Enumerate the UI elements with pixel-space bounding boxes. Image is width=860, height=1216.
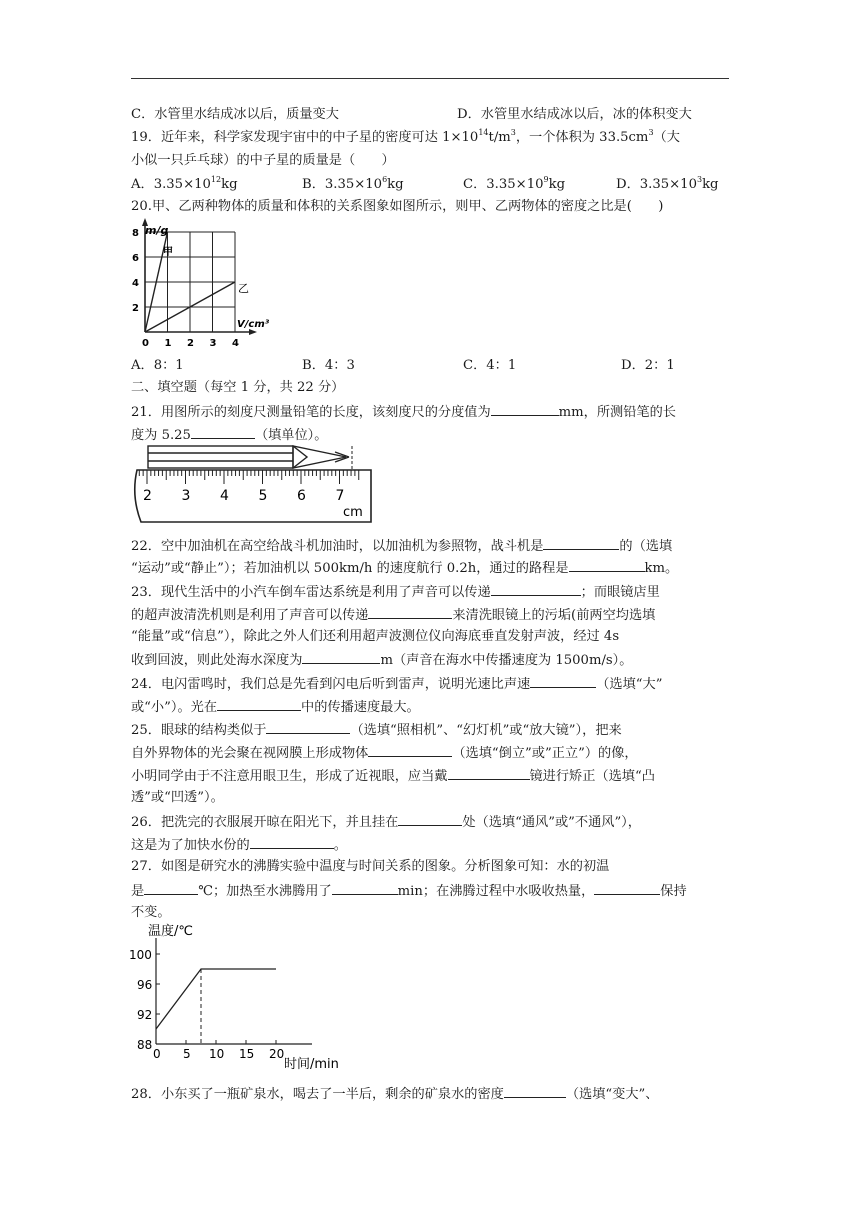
- x-tick-label: 20: [269, 1047, 285, 1061]
- q19-stem-line2: 小似一只乒乓球）的中子星的质量是（ ）: [131, 153, 395, 168]
- q20-option-b: B．4：3: [302, 358, 355, 373]
- q24-line2: 或“小”）。光在 中的传播速度最大。: [131, 696, 731, 718]
- y-tick-label: 8: [132, 228, 139, 239]
- q19-option-b: B．$3.35\times 10^6kg$: [302, 175, 404, 192]
- x-tick-label: 15: [239, 1047, 255, 1061]
- x-tick-label: 4: [232, 338, 239, 349]
- boiling-graph: [120, 918, 350, 1076]
- q25-blank-2[interactable]: [368, 742, 452, 757]
- ruler-number: 5: [258, 488, 268, 504]
- boiling-axes: [156, 938, 312, 1044]
- q19-option-d: D．$3.35\times 10^3kg$: [616, 175, 719, 192]
- x-tick-label: 5: [183, 1047, 191, 1061]
- q22-blank-1[interactable]: [543, 535, 619, 550]
- q19-option-c: C．$3.35\times 10^9kg$: [463, 175, 566, 192]
- x-tick-label: 3: [209, 338, 217, 349]
- q21-blank-2[interactable]: [191, 424, 255, 439]
- q18-option-c: C．水管里水结成冰以后，质量变大: [131, 107, 339, 122]
- y-tick-label: 2: [132, 303, 139, 314]
- y-tick-label: 100: [129, 948, 152, 962]
- q24-blank-2[interactable]: [217, 696, 301, 711]
- mass-volume-graph: [125, 222, 285, 354]
- q25-line1: 25．眼球的结构类似于 （选填“照相机”、“幻灯机”或“放大镜”），把来: [131, 719, 731, 741]
- ruler-with-pencil: [131, 446, 376, 526]
- y-axis-label: m/g: [145, 224, 169, 237]
- ruler-number: 2: [143, 488, 152, 504]
- q22-line2: “运动”或“静止”）；若加油机以 500km/h 的速度航行 0.2h，通过的路程是 km。: [131, 557, 731, 579]
- q27-line3: 不变。: [131, 905, 171, 920]
- q23-blank-1[interactable]: [491, 581, 581, 596]
- mass-volume-grid: [145, 232, 235, 332]
- y-tick-label: 6: [132, 253, 139, 264]
- q21-blank-1[interactable]: [491, 401, 559, 416]
- pencil: [148, 446, 349, 468]
- y-axis-label: 温度/℃: [148, 924, 193, 939]
- q25-line4: 透”或“凹透”）。: [131, 790, 224, 805]
- q18-option-d: D．水管里水结成冰以后，冰的体积变大: [457, 107, 692, 122]
- y-tick-label: 88: [137, 1038, 153, 1052]
- q23-line1: 23．现代生活中的小汽车倒车雷达系统是利用了声音可以传递 ；而眼镜店里: [131, 581, 731, 603]
- q26-blank-1[interactable]: [398, 811, 462, 826]
- ruler-number: 7: [335, 488, 345, 504]
- x-tick-label: 10: [209, 1047, 225, 1061]
- q23-blank-2[interactable]: [368, 604, 452, 619]
- q20-stem: 20.甲、乙两种物体的质量和体积的关系图象如图所示，则甲、乙两物体的密度之比是( ): [131, 199, 664, 214]
- q21-line1: 21．用图所示的刻度尺测量铅笔的长度，该刻度尺的分度值为 mm，所测铅笔的长: [131, 401, 731, 423]
- q27-blank-2[interactable]: [332, 880, 398, 895]
- x-tick-label: 0: [142, 338, 149, 349]
- q20-option-a: A．8：1: [131, 358, 184, 373]
- x-tick-label: 0: [153, 1047, 161, 1061]
- y-tick-label: 96: [137, 978, 153, 992]
- y-tick-label: 92: [137, 1008, 153, 1022]
- q23-line2: 的超声波清洗机则是利用了声音可以传递 来清洗眼镜上的污垢(前两空均选填: [131, 604, 731, 626]
- q24-blank-1[interactable]: [530, 673, 596, 688]
- temperature-line: [156, 969, 276, 1029]
- x-tick-label: 1: [164, 338, 172, 349]
- header-rule: [131, 78, 729, 79]
- q20-option-c: C．4：1: [463, 358, 517, 373]
- q22-line1: 22．空中加油机在高空给战斗机加油时，以加油机为参照物，战斗机是 的（选填: [131, 535, 731, 557]
- q26-blank-2[interactable]: [250, 834, 334, 849]
- q23-line3: “能量”或“信息”），除此之外人们还利用超声波测位仪向海底垂直发射声波，经过 4s: [131, 629, 620, 644]
- q20-option-d: D．2：1: [621, 358, 675, 373]
- q19-stem-line1: 19．近年来，科学家发现宇宙中的中子星的密度可达 $1\times 10^{14}t/m^3$，一个体积为 $33.5cm^3$（大: [131, 128, 680, 145]
- q27-line1: 27．如图是研究水的沸腾实验中温度与时间关系的图象。分析图象可知：水的初温: [131, 859, 610, 874]
- ruler-unit: cm: [343, 505, 363, 520]
- ruler-number: 6: [297, 488, 306, 504]
- q28-line1: 28．小东买了一瓶矿泉水，喝去了一半后，剩余的矿泉水的密度 （选填“变大”、: [131, 1083, 731, 1105]
- x-axis-label: 时间/min: [284, 1057, 339, 1072]
- ruler-number: 4: [220, 488, 229, 504]
- q25-blank-1[interactable]: [266, 719, 350, 734]
- series-label-yi: 乙: [238, 282, 249, 295]
- q27-line2: 是 ℃；加热至水沸腾用了 min；在沸腾过程中水吸收热量， 保持: [131, 880, 731, 902]
- q24-line1: 24．电闪雷鸣时，我们总是先看到闪电后听到雷声，说明光速比声速 （选填“大”: [131, 673, 731, 695]
- q27-blank-3[interactable]: [594, 880, 660, 895]
- q28-blank-1[interactable]: [504, 1083, 566, 1098]
- q26-line1: 26．把洗完的衣服展开晾在阳光下，并且挂在 处（选填“通风”或”不通风”），: [131, 811, 731, 833]
- q26-line2: 这是为了加快水份的 。: [131, 834, 731, 856]
- ruler-number: 3: [181, 488, 191, 504]
- q21-line2: 度为 5.25 （填单位）。: [131, 424, 731, 446]
- q27-blank-1[interactable]: [144, 880, 198, 895]
- y-tick-label: 4: [132, 278, 139, 289]
- series-label-jia: 甲: [163, 247, 173, 258]
- q22-blank-2[interactable]: [569, 557, 645, 572]
- q25-blank-3[interactable]: [448, 765, 530, 780]
- boiling-series: [156, 969, 276, 1044]
- section-2-heading: 二、填空题（每空 1 分，共 22 分）: [131, 380, 345, 395]
- q23-line4: 收到回波，则此处海水深度为 m（声音在海水中传播速度为 1500m/s）。: [131, 649, 731, 671]
- q23-blank-3[interactable]: [302, 649, 380, 664]
- q19-option-a: A．$3.35\times 10^{12}kg$: [131, 175, 238, 192]
- x-axis-label: V/cm³: [237, 319, 270, 330]
- q25-line3: 小明同学由于不注意用眼卫生，形成了近视眼，应当戴 镜进行矫正（选填“凸: [131, 765, 731, 787]
- q25-line2: 自外界物体的光会聚在视网膜上形成物体 （选填“倒立”或”正立”）的像，: [131, 742, 731, 764]
- x-tick-label: 2: [187, 338, 194, 349]
